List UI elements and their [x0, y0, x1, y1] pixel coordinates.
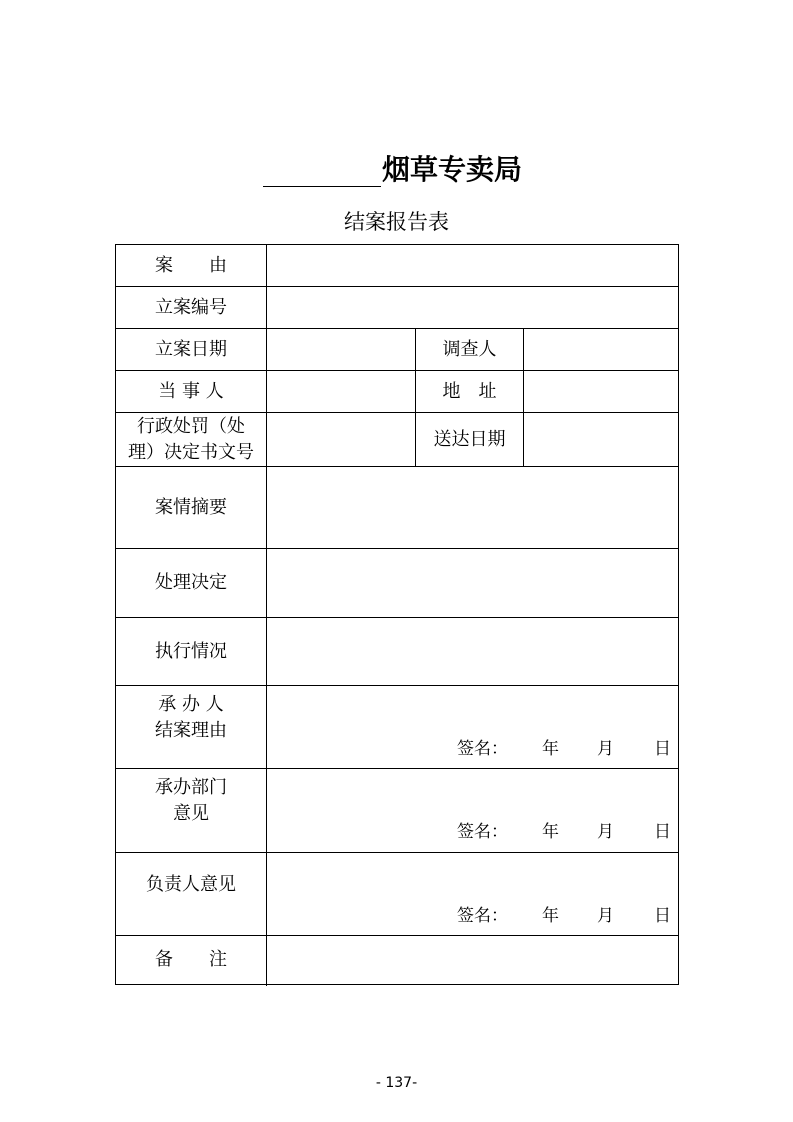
filing-date-field[interactable]	[267, 329, 415, 370]
label-address: 地 址	[442, 380, 497, 402]
decision-field[interactable]	[267, 549, 678, 617]
case-number-field[interactable]	[267, 287, 678, 328]
case-closure-form	[115, 244, 679, 985]
label-handler-line1: 承 办 人	[158, 694, 224, 715]
signature-label: 签名：	[457, 739, 508, 759]
address-field[interactable]	[524, 371, 678, 412]
day-label: 日	[654, 822, 671, 842]
label-dept-line2: 意见	[173, 803, 209, 824]
party-field[interactable]	[267, 371, 415, 412]
signature-label: 签名：	[457, 906, 508, 926]
label-case-reason: 案 由	[155, 254, 227, 276]
month-label: 月	[597, 822, 614, 842]
execution-field[interactable]	[267, 618, 678, 685]
label-decision: 处理决定	[155, 572, 227, 593]
supervisor-opinion-field[interactable]	[267, 853, 678, 935]
day-label: 日	[654, 739, 671, 759]
case-reason-field[interactable]	[267, 245, 678, 286]
label-remarks: 备 注	[155, 949, 227, 970]
label-execution: 执行情况	[155, 640, 227, 662]
label-penalty-doc-line1: 行政处罚（处	[137, 415, 245, 437]
label-service-date: 送达日期	[433, 428, 506, 450]
label-filing-date: 立案日期	[155, 338, 227, 360]
year-label: 年	[542, 822, 559, 842]
label-handler-reason	[116, 686, 266, 750]
label-dept-opinion	[116, 769, 266, 833]
label-case-summary: 案情摘要	[155, 496, 227, 518]
year-label: 年	[542, 739, 559, 759]
title-text: 烟草专卖局	[382, 153, 523, 186]
label-dept-line1: 承办部门	[155, 777, 227, 798]
label-penalty-doc-line2: 理）决定书文号	[128, 441, 254, 463]
day-label: 日	[654, 906, 671, 926]
remarks-field[interactable]	[267, 936, 678, 984]
label-investigator: 调查人	[442, 338, 497, 360]
label-handler-line2: 结案理由	[155, 720, 227, 741]
case-summary-field[interactable]	[267, 467, 678, 548]
month-label: 月	[597, 739, 614, 759]
signature-label: 签名：	[457, 822, 508, 842]
title-blank-line	[263, 186, 381, 187]
label-party: 当 事 人	[158, 380, 224, 402]
page-number: - 137-	[375, 1075, 418, 1091]
investigator-field[interactable]	[524, 329, 678, 370]
label-case-number: 立案编号	[155, 296, 227, 318]
label-penalty-doc	[116, 413, 266, 466]
handler-reason-field[interactable]	[267, 686, 678, 768]
year-label: 年	[542, 906, 559, 926]
form-subtitle: 结案报告表	[344, 210, 449, 234]
month-label: 月	[597, 906, 614, 926]
label-supervisor-opinion: 负责人意见	[146, 874, 236, 895]
service-date-field[interactable]	[524, 413, 678, 466]
penalty-doc-field[interactable]	[267, 413, 415, 466]
dept-opinion-field[interactable]	[267, 769, 678, 852]
